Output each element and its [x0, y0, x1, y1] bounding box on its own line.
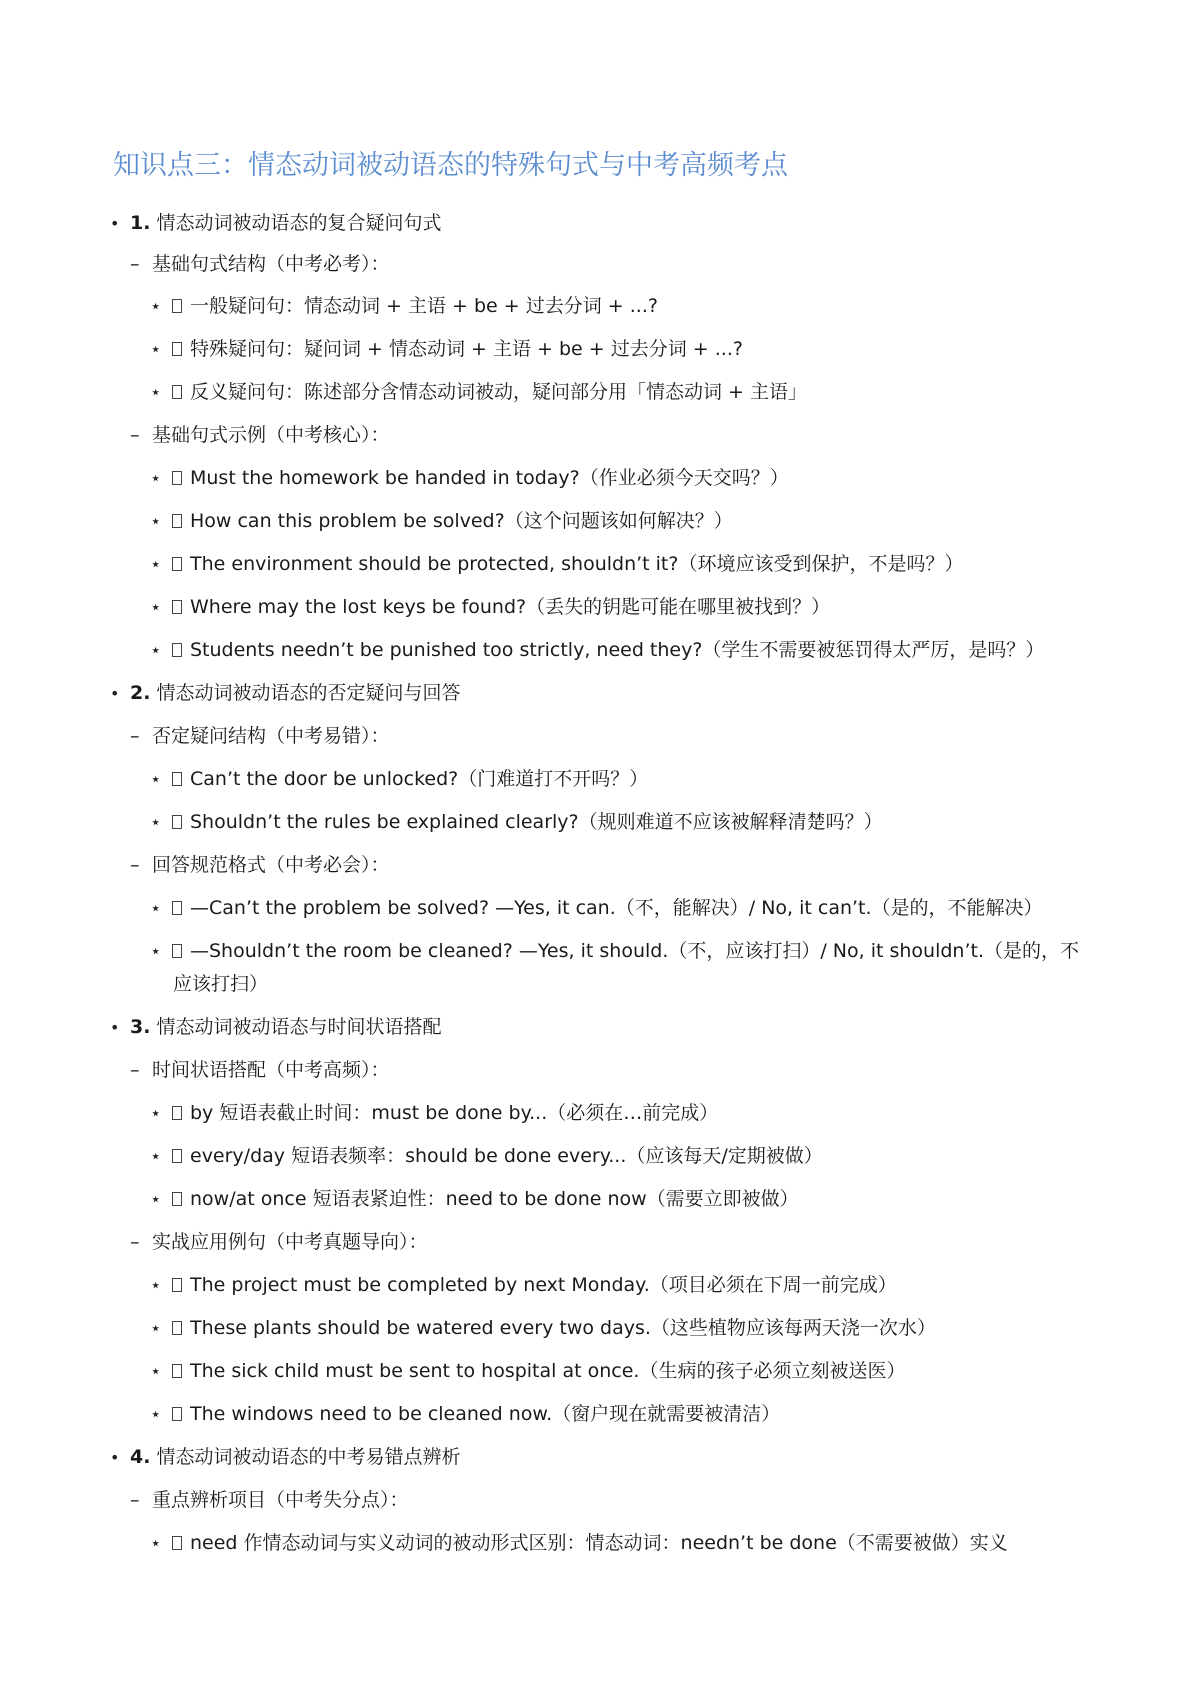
list-item: ⋆ now/at once 短语表紧迫性：need to be done now（需要立即被做） [150, 1186, 799, 1213]
checkbox-icon [172, 1278, 182, 1292]
checkbox-icon [172, 342, 182, 356]
list-item: ⋆ by 短语表截止时间：must be done by...（必须在…前完成） [150, 1100, 718, 1127]
checkbox-icon [172, 1321, 182, 1335]
subsection-heading: – 否定疑问结构（中考易错）： [130, 725, 390, 747]
dash-icon: – [130, 424, 140, 446]
checkbox-icon [172, 643, 182, 657]
star-icon: ⋆ [150, 468, 162, 489]
list-item: ⋆ Students needn’t be punished too strictly, need they?（学生不需要被惩罚得太严厉，是吗？） [150, 637, 1044, 664]
star-icon: ⋆ [150, 769, 162, 790]
checkbox-icon [172, 514, 182, 528]
section-heading: • 4. 情态动词被动语态的中考易错点辨析 [110, 1444, 460, 1471]
subsection-heading: – 时间状语搭配（中考高频）： [130, 1059, 390, 1081]
checkbox-icon [172, 1192, 182, 1206]
list-item: ⋆ every/day 短语表频率：should be done every...（应该每天/定期被做） [150, 1143, 823, 1170]
checkbox-icon [172, 557, 182, 571]
star-icon: ⋆ [150, 554, 162, 575]
checkbox-icon [172, 600, 182, 614]
list-item: ⋆ Can’t the door be unlocked?（门难道打不开吗？） [150, 766, 648, 793]
checkbox-icon [172, 815, 182, 829]
star-icon: ⋆ [150, 1533, 162, 1554]
section-heading: • 2. 情态动词被动语态的否定疑问与回答 [110, 680, 460, 707]
bullet-icon: • [110, 684, 120, 703]
section-heading: • 1. 情态动词被动语态的复合疑问句式 [110, 210, 441, 237]
star-icon: ⋆ [150, 1146, 162, 1167]
list-item: ⋆ —Shouldn’t the room be cleaned? —Yes, it should.（不，应该打扫）/ No, it shouldn’t.（是的，不 [150, 938, 1079, 965]
star-icon: ⋆ [150, 941, 162, 962]
star-icon: ⋆ [150, 1189, 162, 1210]
dash-icon: – [130, 854, 140, 876]
checkbox-icon [172, 772, 182, 786]
list-item: ⋆ 特殊疑问句：疑问词 + 情态动词 + 主语 + be + 过去分词 + ...? [150, 336, 743, 363]
dash-icon: – [130, 1059, 140, 1081]
dash-icon: – [130, 1231, 140, 1253]
dash-icon: – [130, 1489, 140, 1511]
checkbox-icon [172, 471, 182, 485]
list-item: ⋆ Must the homework be handed in today?（作业必须今天交吗？） [150, 465, 789, 492]
checkbox-icon [172, 1149, 182, 1163]
star-icon: ⋆ [150, 296, 162, 317]
list-item: ⋆ The project must be completed by next Monday.（项目必须在下周一前完成） [150, 1272, 897, 1299]
checkbox-icon [172, 385, 182, 399]
checkbox-icon [172, 1106, 182, 1120]
list-item: ⋆ —Can’t the problem be solved? —Yes, it can.（不，能解决）/ No, it can’t.（是的，不能解决） [150, 895, 1043, 922]
star-icon: ⋆ [150, 1404, 162, 1425]
star-icon: ⋆ [150, 812, 162, 833]
star-icon: ⋆ [150, 1103, 162, 1124]
subsection-heading: – 实战应用例句（中考真题导向）： [130, 1231, 428, 1253]
subsection-heading: – 回答规范格式（中考必会）： [130, 854, 390, 876]
bullet-icon: • [110, 1448, 120, 1467]
list-item: ⋆ 一般疑问句：情态动词 + 主语 + be + 过去分词 + ...? [150, 293, 658, 320]
bullet-icon: • [110, 1018, 120, 1037]
star-icon: ⋆ [150, 597, 162, 618]
list-item: ⋆ Shouldn’t the rules be explained clearly?（规则难道不应该被解释清楚吗？） [150, 809, 883, 836]
checkbox-icon [172, 944, 182, 958]
list-item: ⋆ The sick child must be sent to hospital at once.（生病的孩子必须立刻被送医） [150, 1358, 905, 1385]
list-item: ⋆ Where may the lost keys be found?（丢失的钥匙可能在哪里被找到？） [150, 594, 830, 621]
dash-icon: – [130, 253, 140, 275]
page-title: 知识点三：情态动词被动语态的特殊句式与中考高频考点 [113, 150, 788, 181]
checkbox-icon [172, 299, 182, 313]
star-icon: ⋆ [150, 511, 162, 532]
bullet-icon: • [110, 214, 120, 233]
list-item: ⋆ These plants should be watered every two days.（这些植物应该每两天浇一次水） [150, 1315, 936, 1342]
star-icon: ⋆ [150, 1361, 162, 1382]
subsection-heading: – 重点辨析项目（中考失分点）： [130, 1489, 409, 1511]
star-icon: ⋆ [150, 1318, 162, 1339]
star-icon: ⋆ [150, 640, 162, 661]
checkbox-icon [172, 1364, 182, 1378]
list-item-continuation: 应该打扫） [173, 973, 269, 995]
dash-icon: – [130, 725, 140, 747]
list-item: ⋆ 反义疑问句：陈述部分含情态动词被动，疑问部分用「情态动词 + 主语」 [150, 379, 807, 406]
subsection-heading: – 基础句式结构（中考必考）： [130, 253, 390, 275]
subsection-heading: – 基础句式示例（中考核心）： [130, 424, 390, 446]
list-item: ⋆ need 作情态动词与实义动词的被动形式区别：情态动词：needn’t be done（不需要被做）实义 [150, 1530, 1008, 1557]
checkbox-icon [172, 1407, 182, 1421]
list-item: ⋆ The environment should be protected, shouldn’t it?（环境应该受到保护，不是吗？） [150, 551, 963, 578]
list-item: ⋆ The windows need to be cleaned now.（窗户现在就需要被清洁） [150, 1401, 780, 1428]
star-icon: ⋆ [150, 1275, 162, 1296]
section-heading: • 3. 情态动词被动语态与时间状语搭配 [110, 1014, 441, 1041]
checkbox-icon [172, 901, 182, 915]
star-icon: ⋆ [150, 339, 162, 360]
checkbox-icon [172, 1536, 182, 1550]
star-icon: ⋆ [150, 382, 162, 403]
list-item: ⋆ How can this problem be solved?（这个问题该如何解决？） [150, 508, 733, 535]
star-icon: ⋆ [150, 898, 162, 919]
